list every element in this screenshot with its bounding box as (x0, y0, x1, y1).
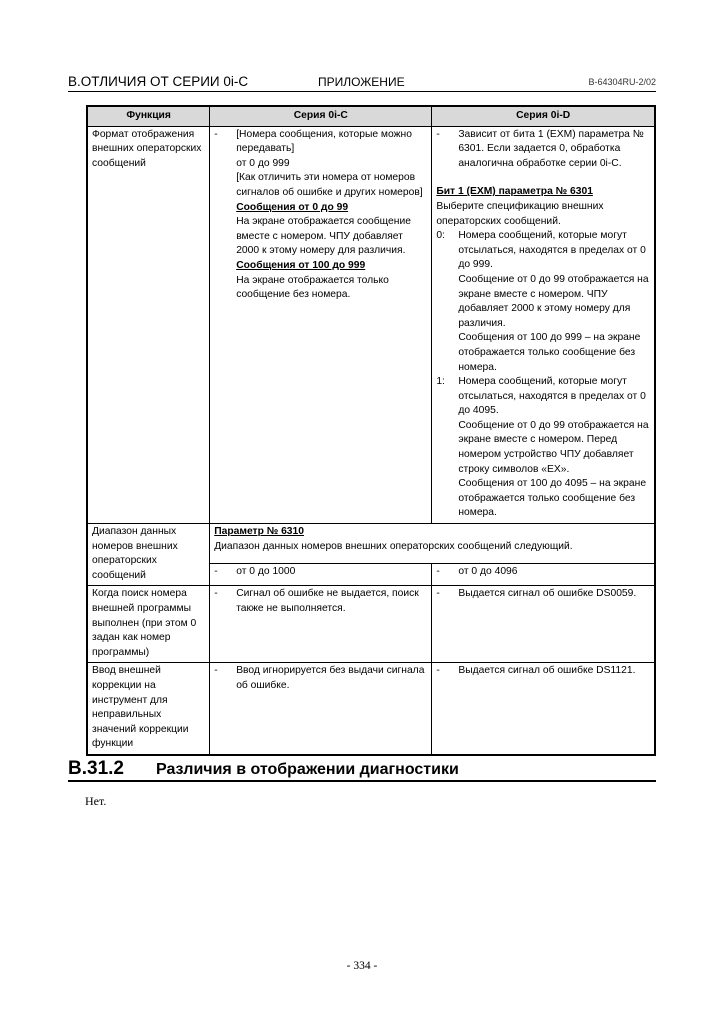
subheading: Бит 1 (EXM) параметра № 6301 (436, 186, 593, 198)
paragraph: [Как отличить эти номера от номеров сигналов об ошибке и других номеров] (236, 172, 423, 198)
list-dash: - (436, 665, 440, 677)
comparison-table (86, 105, 656, 756)
table-row (87, 524, 655, 564)
list-marker: 0: (436, 230, 445, 242)
paragraph: Ввод игнорируется без выдачи сигнала об ошибке. (236, 665, 425, 691)
series-c-cell (210, 564, 432, 586)
range-value: от 0 до 1000 (236, 566, 296, 577)
range-value: от 0 до 4096 (458, 566, 518, 577)
header-appendix: ПРИЛОЖЕНИЕ (318, 75, 405, 89)
header-series-d: Серия 0i-D (432, 106, 655, 126)
list-dash: - (436, 128, 440, 140)
series-c-cell (210, 586, 432, 663)
table-row (87, 126, 655, 523)
header-chapter: B.ОТЛИЧИЯ ОТ СЕРИИ 0i-C (68, 74, 249, 89)
series-d-cell (432, 564, 655, 586)
series-c-cell (210, 126, 432, 523)
list-dash: - (214, 588, 218, 600)
parameter-cell (210, 524, 655, 564)
table-row (87, 586, 655, 663)
section-heading (68, 758, 656, 782)
paragraph: Сигнал об ошибке не выдается, поиск также не выполняется. (236, 588, 419, 614)
paragraph: Выдается сигнал об ошибке DS1121. (458, 665, 636, 677)
function-cell: Ввод внешней коррекции на инструмент для неправильных значений коррекции функции (87, 663, 210, 755)
section-rule (68, 780, 656, 782)
series-d-cell (432, 663, 655, 755)
function-cell: Формат отображения внешних операторских сообщений (87, 126, 210, 523)
section-number: B.31.2 (68, 758, 124, 779)
paragraph: Зависит от бита 1 (EXM) параметра № 6301. Если задается 0, обработка аналогична обработке серии 0i-C. (458, 128, 644, 169)
function-cell: Когда поиск номера внешней программы выполнен (при этом 0 задан как номер программы) (87, 586, 210, 663)
subheading: Сообщения от 0 до 99 (236, 201, 349, 213)
header-series-c: Серия 0i-C (210, 106, 432, 126)
table-header-row (87, 106, 655, 126)
function-cell: Диапазон данных номеров внешних операторских сообщений (87, 524, 210, 586)
paragraph: [Номера сообщения, которые можно передавать] (236, 128, 412, 155)
paragraph: Сообщения от 100 до 4095 – на экране отображается только сообщение без номера. (458, 478, 647, 519)
list-marker: 1: (436, 376, 445, 388)
paragraph: от 0 до 999 (236, 157, 290, 169)
parameter-description: Диапазон данных номеров внешних операторских сообщений следующий. (214, 540, 573, 552)
header-rule (68, 91, 656, 92)
parameter-title: Параметр № 6310 (214, 526, 304, 538)
list-dash: - (436, 566, 440, 577)
paragraph: Сообщение от 0 до 99 отображается на экране вместе с номером. ЧПУ добавляет 2000 к этому номеру для различия. (458, 273, 649, 329)
list-dash: - (436, 588, 440, 600)
list-dash: - (214, 665, 218, 677)
paragraph: Сообщение от 0 до 99 отображается на экране вместе с номером. Перед номером устройство ЧПУ добавляет строку символов «EX». (458, 419, 649, 475)
table-row (87, 663, 655, 755)
paragraph: На экране отображается сообщение вместе с номером. ЧПУ добавляет 2000 к этому номеру для различия. (236, 216, 411, 257)
paragraph: На экране отображается только сообщение без номера. (236, 274, 389, 301)
paragraph: Номера сообщений, которые могут отсылаться, находятся в пределах от 0 до 4095. (458, 376, 646, 417)
list-dash: - (214, 128, 218, 140)
paragraph: Выдается сигнал об ошибке DS0059. (458, 588, 637, 600)
series-d-cell (432, 586, 655, 663)
paragraph: Номера сообщений, которые могут отсылаться, находятся в пределах от 0 до 999. (458, 230, 646, 271)
list-dash: - (214, 566, 218, 577)
series-c-cell (210, 663, 432, 755)
series-d-cell (432, 126, 655, 523)
page-number: - 334 - (346, 960, 378, 972)
section-body: Нет. (85, 794, 107, 808)
section-title: Различия в отображении диагностики (156, 761, 459, 778)
page-header (68, 74, 656, 92)
paragraph: Выберите спецификацию внешних операторских сообщений. (436, 200, 604, 227)
subheading: Сообщения от 100 до 999 (236, 259, 366, 271)
header-function: Функция (87, 106, 210, 126)
header-doc-number: B-64304RU-2/02 (588, 77, 656, 87)
paragraph: Сообщения от 100 до 999 – на экране отображается только сообщение без номера. (458, 332, 641, 373)
